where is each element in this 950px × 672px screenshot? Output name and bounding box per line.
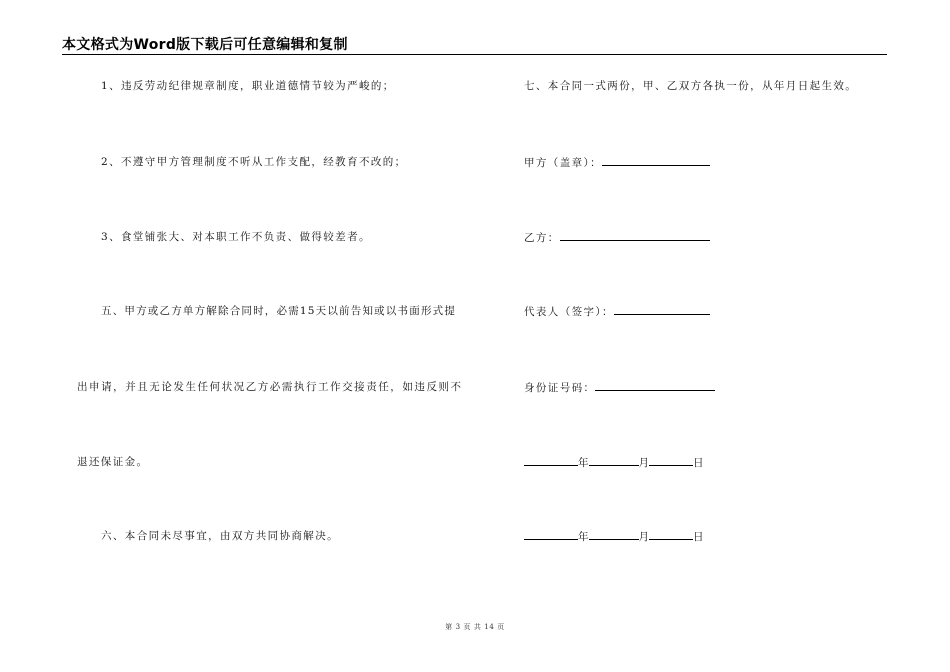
date2-month-blank[interactable] [589, 529, 639, 540]
id-number-blank[interactable] [595, 380, 715, 391]
party-b-label: 乙方： [524, 232, 560, 244]
header-divider [62, 54, 887, 55]
clause-item-1: 1、违反劳动纪律规章制度，职业道德情节较为严峻的； [101, 80, 395, 92]
party-b-signature-line [524, 230, 710, 245]
party-b-blank[interactable] [560, 230, 710, 241]
date2-day-blank[interactable] [649, 529, 693, 540]
representative-blank[interactable] [614, 304, 710, 315]
date2-year-blank[interactable] [524, 529, 578, 540]
party-a-label: 甲方（盖章）： [524, 157, 603, 169]
clause-item-2: 2、不遵守甲方管理制度不听从工作支配，经教育不改的； [101, 156, 407, 168]
date1-day-label: 日 [693, 457, 704, 469]
date1-year-label: 年 [578, 457, 589, 469]
representative-signature-line [524, 304, 710, 319]
clause-7: 七、本合同一式两份，甲、乙双方各执一份，从年月日起生效。 [524, 80, 858, 92]
party-a-blank[interactable] [602, 155, 710, 166]
clause-6: 六、本合同未尽事宜，由双方共同协商解决。 [101, 530, 339, 542]
date2-year-label: 年 [578, 531, 589, 543]
clause-item-3: 3、食堂铺张大、对本职工作不负责、做得较差者。 [101, 231, 371, 243]
id-number-line [524, 380, 715, 395]
clause-5-line-1: 五、甲方或乙方单方解除合同时，必需15天以前告知或以书面形式提 [101, 305, 457, 317]
clause-5-line-2: 出申请，并且无论发生任何状况乙方必需执行工作交接责任，如违反则不 [77, 381, 463, 393]
date2-month-label: 月 [638, 531, 649, 543]
id-number-label: 身份证号码： [524, 382, 596, 394]
page-number-footer: 第 3 页 共 14 页 [445, 623, 505, 631]
date1-month-label: 月 [638, 457, 649, 469]
date-line-2 [524, 529, 704, 544]
date1-year-blank[interactable] [524, 455, 578, 466]
date2-day-label: 日 [693, 531, 704, 543]
representative-label: 代表人（签字）： [524, 306, 614, 318]
party-a-signature-line [524, 155, 710, 170]
document-header-title: 本文格式为Word版下载后可任意编辑和复制 [62, 37, 348, 53]
date-line-1 [524, 455, 704, 470]
clause-5-line-3: 退还保证金。 [77, 456, 149, 468]
date1-month-blank[interactable] [589, 455, 639, 466]
date1-day-blank[interactable] [649, 455, 693, 466]
